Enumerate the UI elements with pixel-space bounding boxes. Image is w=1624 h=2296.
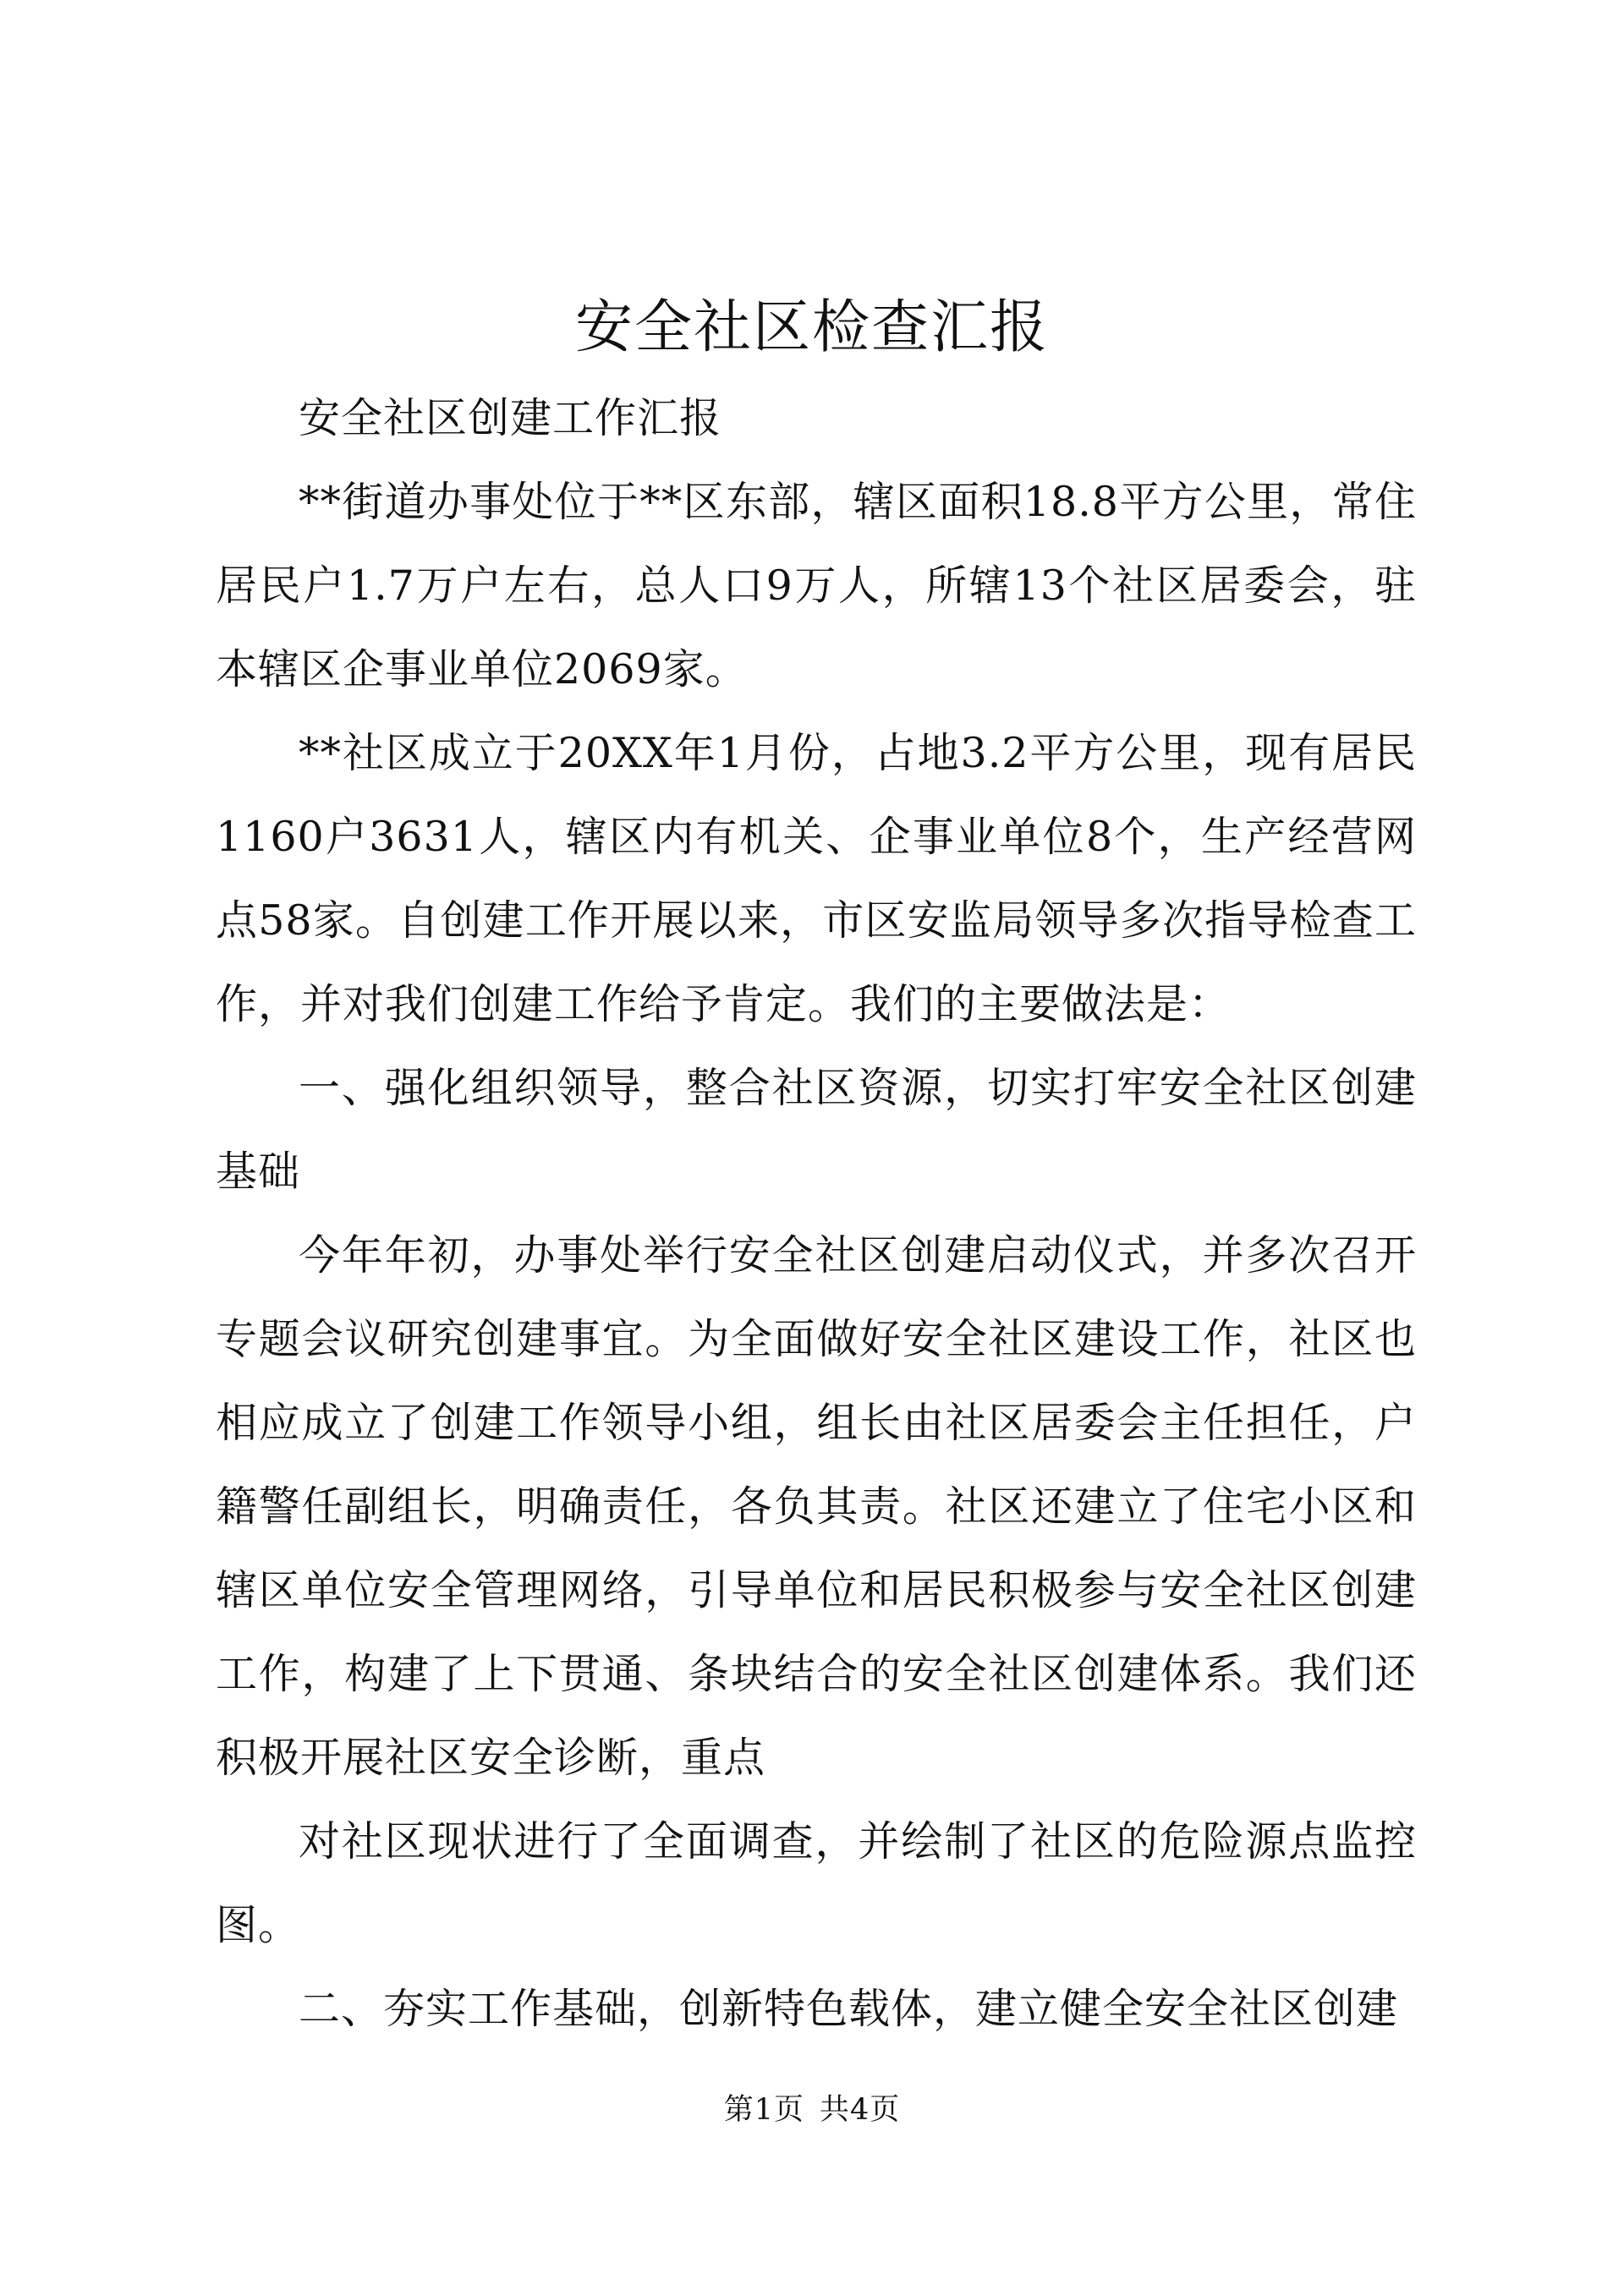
page-footer — [0, 2089, 1624, 2131]
page-number: 第1页 — [723, 2093, 804, 2127]
paragraph-survey: 对社区现状进行了全面调查，并绘制了社区的危险源点监控图。 — [216, 1817, 1417, 1949]
document-body — [216, 376, 1417, 2051]
paragraph-subtitle: 安全社区创建工作汇报 — [299, 394, 722, 442]
document-title: 安全社区检查汇报 — [574, 294, 1049, 361]
paragraph-organization: 今年年初，办事处举行安全社区创建启动仪式，并多次召开专题会议研究创建事宜。为全面做好安全社区建设工作，社区也相应成立了创建工作领导小组，组长由社区居委会主任担任，户籍警任副组长，明确责任，各负其责。社区还建立了住宅小区和辖区单位安全管理网络，引导单位和居民积极参与安全社区创建工作，构建了上下贯通、条块结合的安全社区创建体系。我们还积极开展社区安全诊断，重点 — [216, 1231, 1417, 1782]
section-heading-two: 二、夯实工作基础，创新特色载体，建立健全安全社区创建 — [299, 1985, 1399, 2033]
page-total: 共4页 — [820, 2093, 901, 2127]
paragraph-community-overview: **社区成立于20XX年1月份，占地3.2平方公里，现有居民1160户3631人，辖区内有机关、企事业单位8个，生产经营网点58家。自创建工作开展以来，市区安监局领导多次指导检查工作，并对我们创建工作给予肯定。我们的主要做法是： — [216, 729, 1417, 1028]
section-heading-one: 一、强化组织领导，整合社区资源，切实打牢安全社区创建基础 — [216, 1064, 1417, 1196]
paragraph-district-overview: **街道办事处位于**区东部，辖区面积18.8平方公里，常住居民户1.7万户左右，总人口9万人，所辖13个社区居委会，驻本辖区企事业单位2069家。 — [216, 478, 1417, 693]
